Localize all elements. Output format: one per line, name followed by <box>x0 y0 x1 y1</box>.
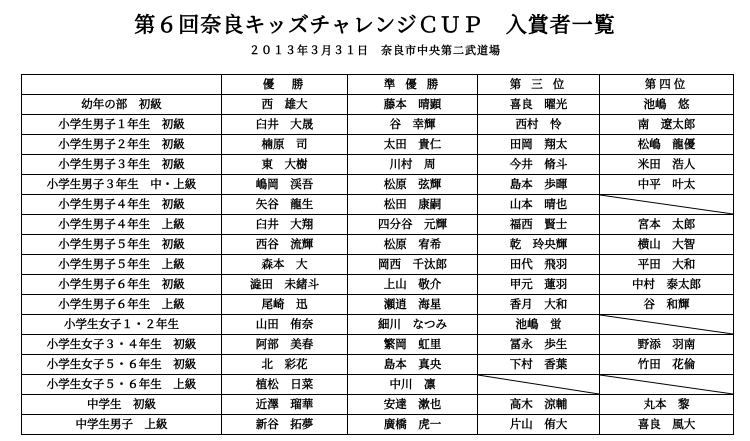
third-place-cell: 乾 玲央輝 <box>478 235 600 255</box>
fourth-place-cell: 平田 大和 <box>600 255 734 275</box>
second-place-cell: 上山 敬介 <box>348 275 478 295</box>
table-row <box>22 135 734 155</box>
table-row <box>22 175 734 195</box>
second-place-cell: 廣橋 虎一 <box>348 415 478 435</box>
category-cell: 幼年の部 初級 <box>22 95 222 115</box>
fourth-place-cell: 米田 浩人 <box>600 155 734 175</box>
first-place-cell: 近澤 瑠華 <box>222 395 348 415</box>
fourth-place-cell: 谷 和輝 <box>600 295 734 315</box>
fourth-place-cell: 喜良 風大 <box>600 415 734 435</box>
table-row <box>22 315 734 335</box>
third-place-cell: 島本 歩暉 <box>478 175 600 195</box>
first-place-cell: 尾崎 迅 <box>222 295 348 315</box>
empty-cell-slash <box>600 375 734 395</box>
third-place-cell: 田代 飛羽 <box>478 255 600 275</box>
third-place-cell: 香月 大和 <box>478 295 600 315</box>
empty-cell-slash <box>478 375 600 395</box>
second-place-cell: 細川 なつみ <box>348 315 478 335</box>
second-place-cell: 松原 宥希 <box>348 235 478 255</box>
category-cell: 小学生女子３・４年生 初級 <box>22 335 222 355</box>
table-row <box>22 235 734 255</box>
fourth-place-cell: 丸本 黎 <box>600 395 734 415</box>
header-fourth-place: 第四位 <box>600 75 734 95</box>
category-cell: 小学生女子１・２年生 <box>22 315 222 335</box>
second-place-cell: 太田 貴仁 <box>348 135 478 155</box>
category-cell: 小学生女子５・６年生 初級 <box>22 355 222 375</box>
second-place-cell: 谷 幸輝 <box>348 115 478 135</box>
category-cell: 小学生男子３年生 初級 <box>22 155 222 175</box>
table-row <box>22 115 734 135</box>
third-place-cell: 下村 香葉 <box>478 355 600 375</box>
category-cell: 小学生男子３年生 中・上級 <box>22 175 222 195</box>
category-cell: 中学生男子 上級 <box>22 415 222 435</box>
category-cell: 小学生男子５年生 上級 <box>22 255 222 275</box>
first-place-cell: 山田 侑奈 <box>222 315 348 335</box>
table-row <box>22 355 734 375</box>
second-place-cell: 四分谷 元輝 <box>348 215 478 235</box>
third-place-cell: 福西 賢士 <box>478 215 600 235</box>
header-first-place: 優 勝 <box>222 75 348 95</box>
table-row <box>22 95 734 115</box>
table-row <box>22 255 734 275</box>
third-place-cell: 高木 涼輔 <box>478 395 600 415</box>
header-category <box>22 75 222 95</box>
first-place-cell: 西 雄大 <box>222 95 348 115</box>
empty-cell-slash <box>600 315 734 335</box>
second-place-cell: 中川 凛 <box>348 375 478 395</box>
fourth-place-cell: 南 遼太郎 <box>600 115 734 135</box>
header-third-place: 第 三 位 <box>478 75 600 95</box>
table-row <box>22 375 734 395</box>
fourth-place-cell: 竹田 花倫 <box>600 355 734 375</box>
category-cell: 小学生男子６年生 初級 <box>22 275 222 295</box>
second-place-cell: 松田 康嗣 <box>348 195 478 215</box>
category-cell: 小学生男子４年生 初級 <box>22 195 222 215</box>
fourth-place-cell: 中平 叶太 <box>600 175 734 195</box>
third-place-cell: 今井 脩斗 <box>478 155 600 175</box>
first-place-cell: 楠原 司 <box>222 135 348 155</box>
category-cell: 小学生男子５年生 初級 <box>22 235 222 255</box>
first-place-cell: 新谷 拓夢 <box>222 415 348 435</box>
third-place-cell: 片山 侑大 <box>478 415 600 435</box>
header-second-place: 準 優 勝 <box>348 75 478 95</box>
third-place-cell: 田岡 翔太 <box>478 135 600 155</box>
second-place-cell: 安達 漱也 <box>348 395 478 415</box>
first-place-cell: 西谷 流輝 <box>222 235 348 255</box>
first-place-cell: 臼井 大晟 <box>222 115 348 135</box>
third-place-cell: 喜良 曜光 <box>478 95 600 115</box>
category-cell: 小学生女子５・６年生 上級 <box>22 375 222 395</box>
first-place-cell: 森本 大 <box>222 255 348 275</box>
category-cell: 中学生 初級 <box>22 395 222 415</box>
table-row <box>22 415 734 435</box>
fourth-place-cell: 中村 泰太郎 <box>600 275 734 295</box>
table-row <box>22 395 734 415</box>
first-place-cell: 臼井 大翔 <box>222 215 348 235</box>
third-place-cell: 西村 怜 <box>478 115 600 135</box>
first-place-cell: 阿部 美春 <box>222 335 348 355</box>
category-cell: 小学生男子４年生 上級 <box>22 215 222 235</box>
first-place-cell: 嶋岡 渓吾 <box>222 175 348 195</box>
table-row <box>22 295 734 315</box>
second-place-cell: 繁岡 虹里 <box>348 335 478 355</box>
third-place-cell: 甲元 蓮羽 <box>478 275 600 295</box>
table-row <box>22 195 734 215</box>
empty-cell-slash <box>600 195 734 215</box>
second-place-cell: 島本 真央 <box>348 355 478 375</box>
results-table <box>21 74 734 435</box>
first-place-cell: 澁田 未緒斗 <box>222 275 348 295</box>
first-place-cell: 北 彩花 <box>222 355 348 375</box>
second-place-cell: 岡西 千汰郎 <box>348 255 478 275</box>
category-cell: 小学生男子６年生 上級 <box>22 295 222 315</box>
third-place-cell: 山本 晴也 <box>478 195 600 215</box>
fourth-place-cell: 松嶋 龍優 <box>600 135 734 155</box>
table-row <box>22 215 734 235</box>
category-cell: 小学生男子２年生 初級 <box>22 135 222 155</box>
third-place-cell: 池嶋 蛍 <box>478 315 600 335</box>
fourth-place-cell: 宮本 太郎 <box>600 215 734 235</box>
first-place-cell: 東 大樹 <box>222 155 348 175</box>
second-place-cell: 藤本 晴顕 <box>348 95 478 115</box>
fourth-place-cell: 池嶋 悠 <box>600 95 734 115</box>
first-place-cell: 植松 日菜 <box>222 375 348 395</box>
table-row <box>22 275 734 295</box>
event-date-venue: ２０１３年３月３１日 奈良市中央第二武道場 <box>249 44 501 57</box>
first-place-cell: 矢谷 龍生 <box>222 195 348 215</box>
second-place-cell: 松原 弦輝 <box>348 175 478 195</box>
fourth-place-cell: 横山 大智 <box>600 235 734 255</box>
fourth-place-cell: 野添 羽南 <box>600 335 734 355</box>
page-title: 第６回奈良キッズチャレンジＣＵＰ 入賞者一覧 <box>134 12 616 37</box>
table-row <box>22 335 734 355</box>
second-place-cell: 瀬逍 海星 <box>348 295 478 315</box>
table-row <box>22 155 734 175</box>
category-cell: 小学生男子１年生 初級 <box>22 115 222 135</box>
second-place-cell: 川村 周 <box>348 155 478 175</box>
third-place-cell: 冨永 歩生 <box>478 335 600 355</box>
header-row <box>22 75 734 95</box>
